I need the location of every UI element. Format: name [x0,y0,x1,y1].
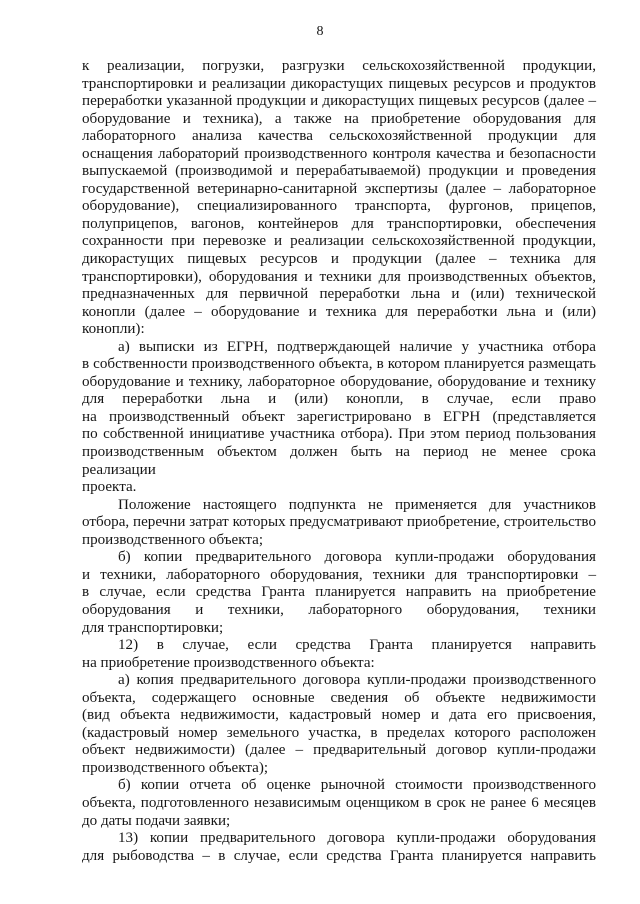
text-line: объект недвижимости) (далее – предварительный договор купли-продажи [82,742,596,759]
text-line: (кадастровый номер земельного участка, в пределах которого расположен [82,724,596,741]
text-line: предназначенных для первичной переработки льна и (или) технической [82,286,596,303]
page-number: 8 [316,24,324,39]
text-line: производственного объекта); [82,759,269,776]
text-line: (вид объекта недвижимости, кадастровый номер и дата его присвоения, [82,707,596,724]
text-line: полуприцепов, вагонов, контейнеров для транспортировки, обеспечения [82,215,596,232]
text-line: выпускаемой (производимой и перерабатываемой) продукции и проведения [82,163,596,180]
text-line: по собственной инициативе участника отбора). При этом период пользования [82,426,596,443]
text-line: до даты подачи заявки; [82,812,231,829]
text-line: к реализации, погрузки, разгрузки сельскохозяйственной продукции, [82,58,596,74]
text-line: на приобретение производственного объекта: [82,654,375,671]
text-line: б) копии предварительного договора купли-продажи оборудования [118,549,596,566]
text-line: лабораторного анализа качества сельскохозяйственной продукции для [82,128,596,145]
document-body [82,58,596,865]
text-line: дикорастущих пищевых ресурсов и продукции (далее – техника для [82,251,596,268]
paragraph-item-13 [82,830,596,865]
text-line: Положение настоящего подпункта не применяется для участников [118,496,596,513]
text-line: объекта, содержащего основные сведения об объекте недвижимости [82,689,596,706]
text-line: переработки указанной продукции и дикорастущих пищевых ресурсов (далее – [82,93,596,110]
text-line: для рыбоводства – в случае, если средства Гранта планируется направить [82,847,596,864]
text-line: транспортировки и реализации дикорастущих пищевых ресурсов и продуктов [82,75,596,92]
paragraph-item-12 [82,637,596,672]
text-line: 13) копии предварительного договора купли-продажи оборудования [118,830,596,847]
text-line: отбора, перечни затрат которых предусматривают приобретение, строительство [82,514,596,531]
text-line: производственного объекта; [82,531,264,548]
paragraph-equipment-contract [82,549,596,637]
text-line: в собственности производственного объекта, в котором планируется размещать [82,356,596,373]
text-line: оборудования и техники, лабораторного оборудования, техники [82,601,596,618]
text-line: оснащения лабораторий производственного контроля качества и безопасности [82,145,596,162]
text-line: конопли): [82,321,145,338]
text-line: на производственный объект зарегистрировано в ЕГРН (представляется [82,408,596,425]
text-line: 12) в случае, если средства Гранта планируется направить [118,637,596,654]
text-line: объекта, подготовленного независимым оценщиком в срок не ранее 6 месяцев [82,794,596,811]
text-line: оборудование и технику, лабораторное оборудование, оборудование и технику [82,373,596,390]
text-line: проекта. [82,479,137,496]
text-line: оборудование), специализированного транспорта, фургонов, прицепов, [82,198,596,215]
text-line: транспортировки), оборудования и техники для производственных объектов, [82,268,596,285]
text-line: а) выписки из ЕГРН, подтверждающей наличие у участника отбора [118,338,596,355]
text-line: в случае, если средства Гранта планируется направить на приобретение [82,584,596,601]
text-line: для транспортировки; [82,619,224,636]
paragraph-egrn-extract [82,339,596,497]
text-line: и техники, лабораторного оборудования, техники для транспортировки – [82,566,596,583]
text-line: государственной ветеринарно-санитарной экспертизы (далее – лабораторное [82,180,596,197]
text-line: сохранности при перевозке и реализации сельскохозяйственной продукции, [82,233,596,250]
paragraph-subclause-exception [82,497,596,550]
text-line: б) копии отчета об оценке рыночной стоимости производственного [118,777,596,794]
text-line: оборудование и техника), а также на приобретение оборудования для [82,110,596,127]
paragraph-equipment-definitions [82,58,596,339]
text-line: для переработки льна и (или) конопли, в случае, если право [82,391,596,408]
paragraph-object-contract [82,672,596,777]
text-line: конопли (далее – оборудование и техника для переработки льна и (или) [82,303,596,320]
text-line: а) копия предварительного договора купли-продажи производственного [118,672,596,689]
paragraph-valuation-report [82,777,596,830]
text-line: производственным объектом должен быть на период не менее срока реализации [82,444,596,478]
